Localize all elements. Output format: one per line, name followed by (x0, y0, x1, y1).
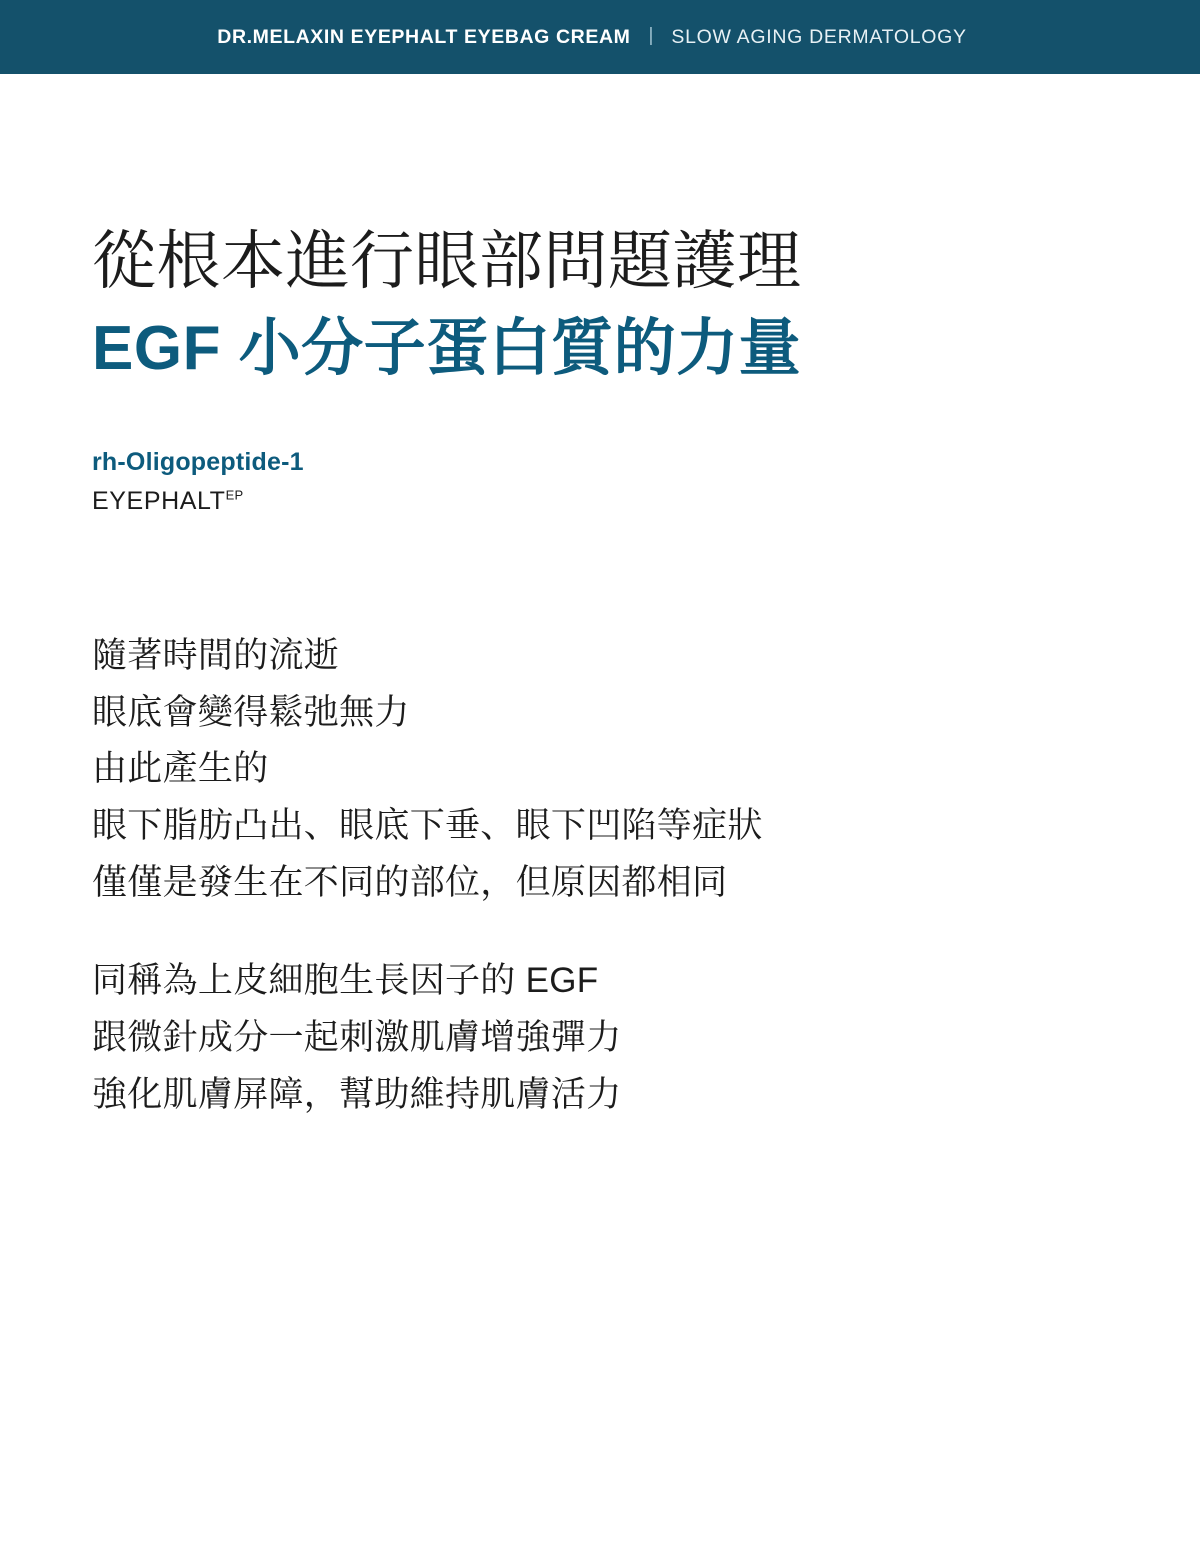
body-line: 跟微針成分一起刺激肌膚增強彈力 (92, 1018, 622, 1058)
headline-secondary: EGF 小分子蛋白質的力量 (92, 313, 802, 383)
subtitle-block (92, 448, 1200, 516)
header-content (217, 26, 966, 49)
product-name: EYEPHALT (92, 486, 226, 515)
brand-tagline: SLOW AGING DERMATOLOGY (671, 25, 967, 48)
body-line: 僅僅是發生在不同的部位，但原因都相同 (92, 862, 728, 902)
body-paragraph-1 (92, 628, 1200, 911)
product-name-superscript: EP (225, 487, 244, 503)
body-line: 隨著時間的流逝 (92, 635, 340, 675)
body-line: 同稱為上皮細胞生長因子的 EGF (92, 961, 599, 1001)
body-line: 眼下脂肪凸出、眼底下垂、眼下凹陷等症狀 (92, 805, 763, 845)
ingredient-name: rh-Oligopeptide-1 (92, 447, 304, 476)
product-name-line (92, 487, 1200, 516)
body-line: 由此產生的 (92, 749, 269, 789)
page-header-bar (0, 0, 1200, 74)
headline-primary: 從根本進行眼部問題護理 (92, 225, 802, 297)
brand-title: DR.MELAXIN EYEPHALT EYEBAG CREAM (217, 25, 631, 48)
body-paragraph-2 (92, 953, 1200, 1123)
header-divider: | (648, 25, 654, 46)
headline-block (92, 224, 1200, 386)
body-copy (92, 628, 1200, 1124)
body-line: 強化肌膚屏障，幫助維持肌膚活力 (92, 1074, 622, 1114)
body-line: 眼底會變得鬆弛無力 (92, 692, 410, 732)
page-content (0, 224, 1200, 1123)
